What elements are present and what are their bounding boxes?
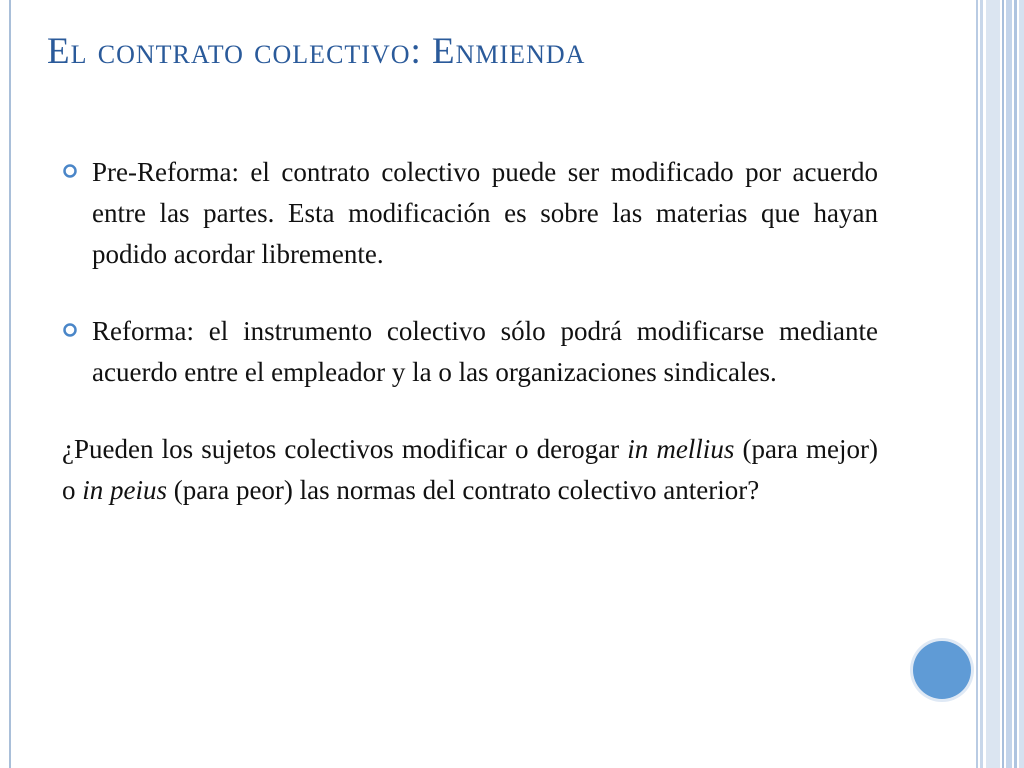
right-decoration-bars	[976, 0, 1024, 768]
left-border-line	[9, 0, 11, 768]
deco-bar	[976, 0, 978, 768]
bullet-text: Reforma: el instrumento colectivo sólo podrá modificarse mediante acuerdo entre el empleador y la o las organizaciones sindicales.	[92, 316, 878, 387]
slide-title: El contrato colectivo: Enmienda	[47, 31, 586, 72]
question-text-part: ¿Pueden los sujetos colectivos modificar o derogar	[62, 434, 628, 464]
deco-bar	[1014, 0, 1017, 768]
circle-bullet-icon	[63, 164, 77, 178]
deco-bar	[980, 0, 983, 768]
bullet-item-reforma	[62, 311, 878, 393]
deco-bar	[986, 0, 1000, 768]
question-italic-term: in peius	[82, 475, 167, 505]
question-text-part: (para peor) las normas del contrato colectivo anterior?	[167, 475, 760, 505]
bullet-item-pre-reforma	[62, 152, 878, 275]
deco-bar	[1019, 0, 1024, 768]
deco-bar	[1002, 0, 1004, 768]
slide-content	[62, 152, 878, 511]
question-paragraph	[62, 429, 878, 511]
question-text-part: (para mejor) o	[62, 434, 878, 505]
bullet-text: Pre-Reforma: el contrato colectivo puede ser modificado por acuerdo entre las partes. Esta modificación es sobre las materias que hayan podido acordar libremente.	[92, 157, 878, 269]
question-italic-term: in mellius	[627, 434, 735, 464]
deco-bar	[1006, 0, 1012, 768]
decorative-circle	[913, 641, 971, 699]
circle-bullet-icon	[63, 323, 77, 337]
